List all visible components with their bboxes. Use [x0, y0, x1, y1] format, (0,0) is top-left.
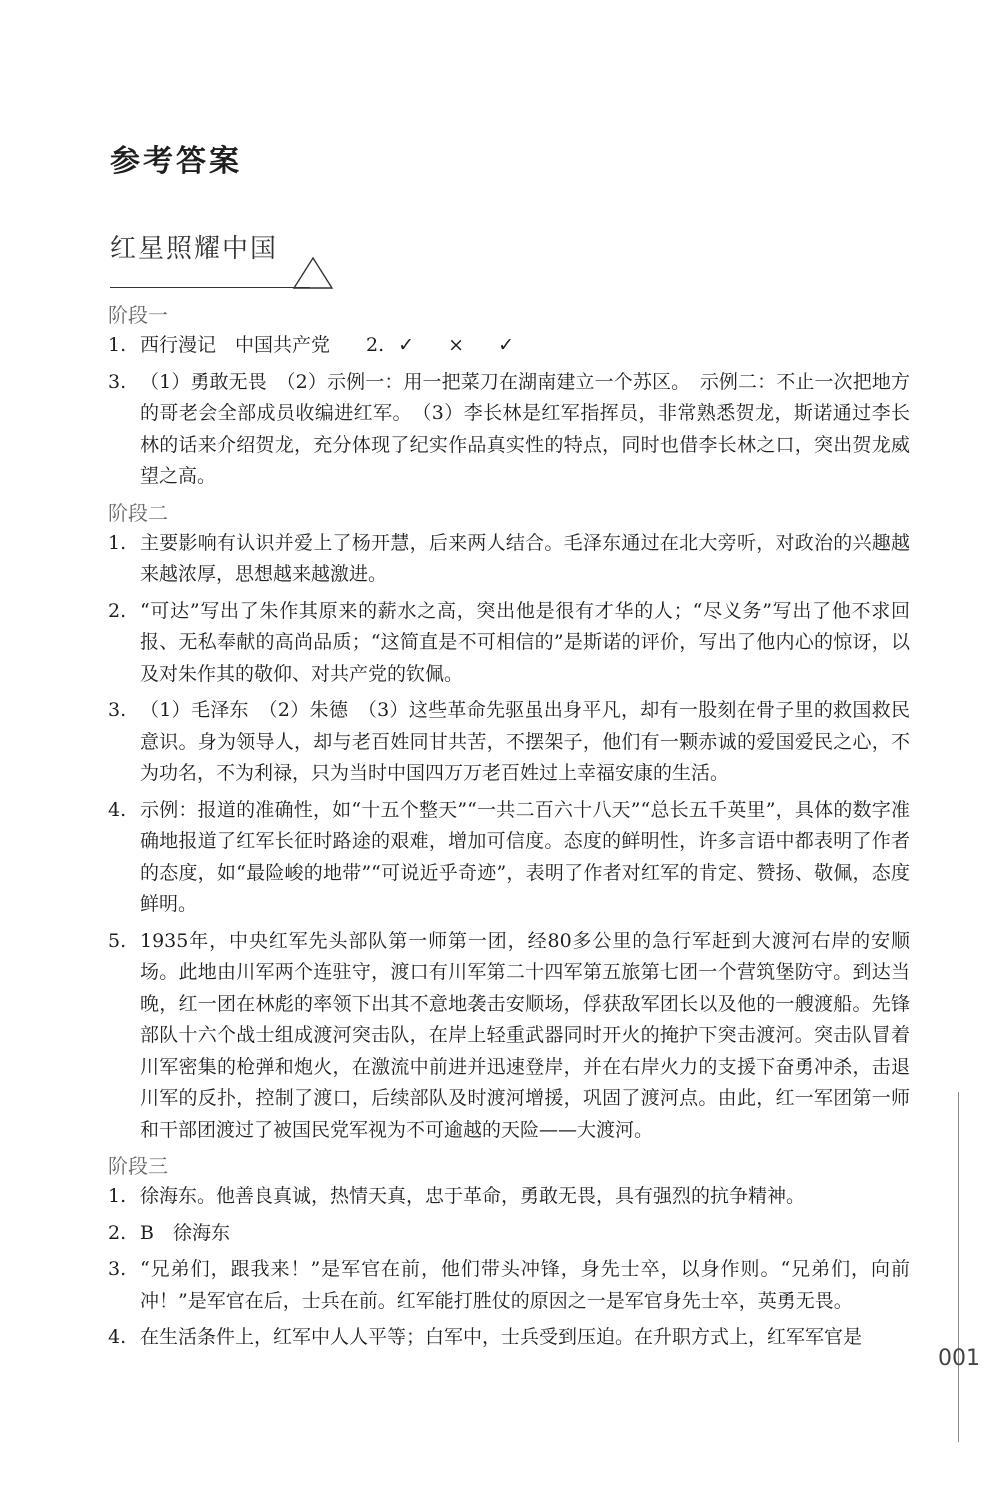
- stage-label: 阶段三: [108, 1154, 168, 1178]
- answer-item: [108, 330, 910, 362]
- triangle-icon: [292, 256, 334, 290]
- margin-rule: [958, 1092, 959, 1442]
- answer-item: [108, 1181, 910, 1213]
- item-number: 3.: [108, 1258, 127, 1280]
- answer-item: [108, 695, 910, 790]
- answer-item: [108, 795, 910, 921]
- item-number: 2.: [366, 334, 385, 356]
- item-text: （1）毛泽东 （2）朱德 （3）这些革命先驱虽出身平凡，却有一股刻在骨子里的救国救民意识。身为领导人，却与老百姓同甘共苦，不摆架子，他们有一颗赤诚的爱国爱民之心，不为功名，不为利禄，只为当时中国四万万老百姓过上幸福安康的生活。: [140, 699, 910, 784]
- item-text: （1）勇敢无畏 （2）示例一：用一把菜刀在湖南建立一个苏区。 示例二：不止一次把地方的哥老会全部成员收编进红军。 （3）李长林是红军指挥员，非常熟悉贺龙，斯诺通过李长林的话来介绍贺龙，充分体现了纪实作品真实性的特点，同时也借李长林之口，突出贺龙威望之高。: [140, 370, 910, 487]
- answer-item: [108, 926, 910, 1147]
- answer-item: [108, 367, 910, 493]
- page-title: 参考答案: [110, 144, 242, 179]
- stage-label: 阶段一: [108, 303, 168, 327]
- answer-item: [108, 596, 910, 691]
- item-text: 示例：报道的准确性，如“十五个整天”“一共二百六十八天”“总长五千英里”，具体的数字准确地报道了红军长征时路途的艰难，增加可信度。态度的鲜明性，许多言语中都表明了作者的态度，如“最险峻的地带”“可说近乎奇迹”，表明了作者对红军的肯定、赞扬、敬佩，态度鲜明。: [140, 798, 910, 915]
- answer-item: [108, 528, 910, 591]
- item-text: 1935年，中央红军先头部队第一师第一团，经80多公里的急行军赶到大渡河右岸的安顺场。此地由川军两个连驻守，渡口有川军第二十四军第五旅第七团一个营筑堡防守。到达当晚，红一团在林彪的率领下出其不意地袭击安顺场，俘获敌军团长以及他的一艘渡船。先锋部队十六个战士组成渡河突击队，在岸上轻重武器同时开火的掩护下突击渡河。突击队冒着川军密集的枪弹和炮火，在激流中前进并迅速登岸，并在右岸火力的支援下奋勇冲杀，击退川军的反扑，控制了渡口，后续部队及时渡河增援，巩固了渡河点。由此，红一军团第一师和干部团渡过了被国民党军视为不可逾越的天险——大渡河。: [140, 929, 910, 1141]
- page-number: 001: [938, 1346, 980, 1371]
- item-number: 1.: [108, 1185, 127, 1207]
- item-number: 2.: [108, 1221, 127, 1244]
- item-number: 5.: [108, 929, 127, 952]
- item-text: 在生活条件上，红军中人人平等；白军中，士兵受到压迫。在升职方式上，红军军官是: [140, 1326, 863, 1348]
- item-number: 1.: [108, 334, 127, 356]
- item-number: 1.: [108, 531, 127, 554]
- answer-content: [108, 300, 910, 1359]
- item-text: 主要影响有认识并爱上了杨开慧，后来两人结合。毛泽东通过在北大旁听，对政治的兴趣越来越浓厚，思想越来越激进。: [140, 531, 910, 585]
- section-title-rule: [110, 287, 310, 288]
- item-text: B 徐海东: [140, 1221, 230, 1244]
- item-text: “兄弟们，跟我来！”是军官在前，他们带头冲锋，身先士卒，以身作则。“兄弟们，向前冲！”是军官在后，士兵在前。红军能打胜仗的原因之一是军官身先士卒，英勇无畏。: [140, 1258, 910, 1312]
- stage-label: 阶段二: [108, 500, 168, 525]
- item-number: 2.: [108, 599, 127, 622]
- item-text: 西行漫记 中国共产党: [140, 334, 331, 356]
- item-number: 3.: [108, 699, 127, 721]
- item-number: 3.: [108, 370, 127, 393]
- judgement-marks: ✓ × ✓: [398, 334, 528, 356]
- item-number: 4.: [108, 798, 127, 821]
- answer-item: [108, 1254, 910, 1317]
- section-title: 红星照耀中国: [110, 234, 279, 264]
- item-text: 徐海东。他善良真诚，热情天真，忠于革命，勇敢无畏，具有强烈的抗争精神。: [140, 1185, 806, 1207]
- item-number: 4.: [108, 1326, 127, 1348]
- answer-item: [108, 1322, 910, 1354]
- stage-3: [108, 1151, 910, 1354]
- item-text: “可达”写出了朱作其原来的薪水之高，突出他是很有才华的人；“尽义务”写出了他不求回报、无私奉献的高尚品质；“这简直是不可相信的”是斯诺的评价，写出了他内心的惊讶，以及对朱作其的敬仰、对共产党的钦佩。: [140, 599, 910, 685]
- answer-item: [108, 1218, 910, 1250]
- stage-1: [108, 300, 910, 493]
- stage-2: [108, 498, 910, 1147]
